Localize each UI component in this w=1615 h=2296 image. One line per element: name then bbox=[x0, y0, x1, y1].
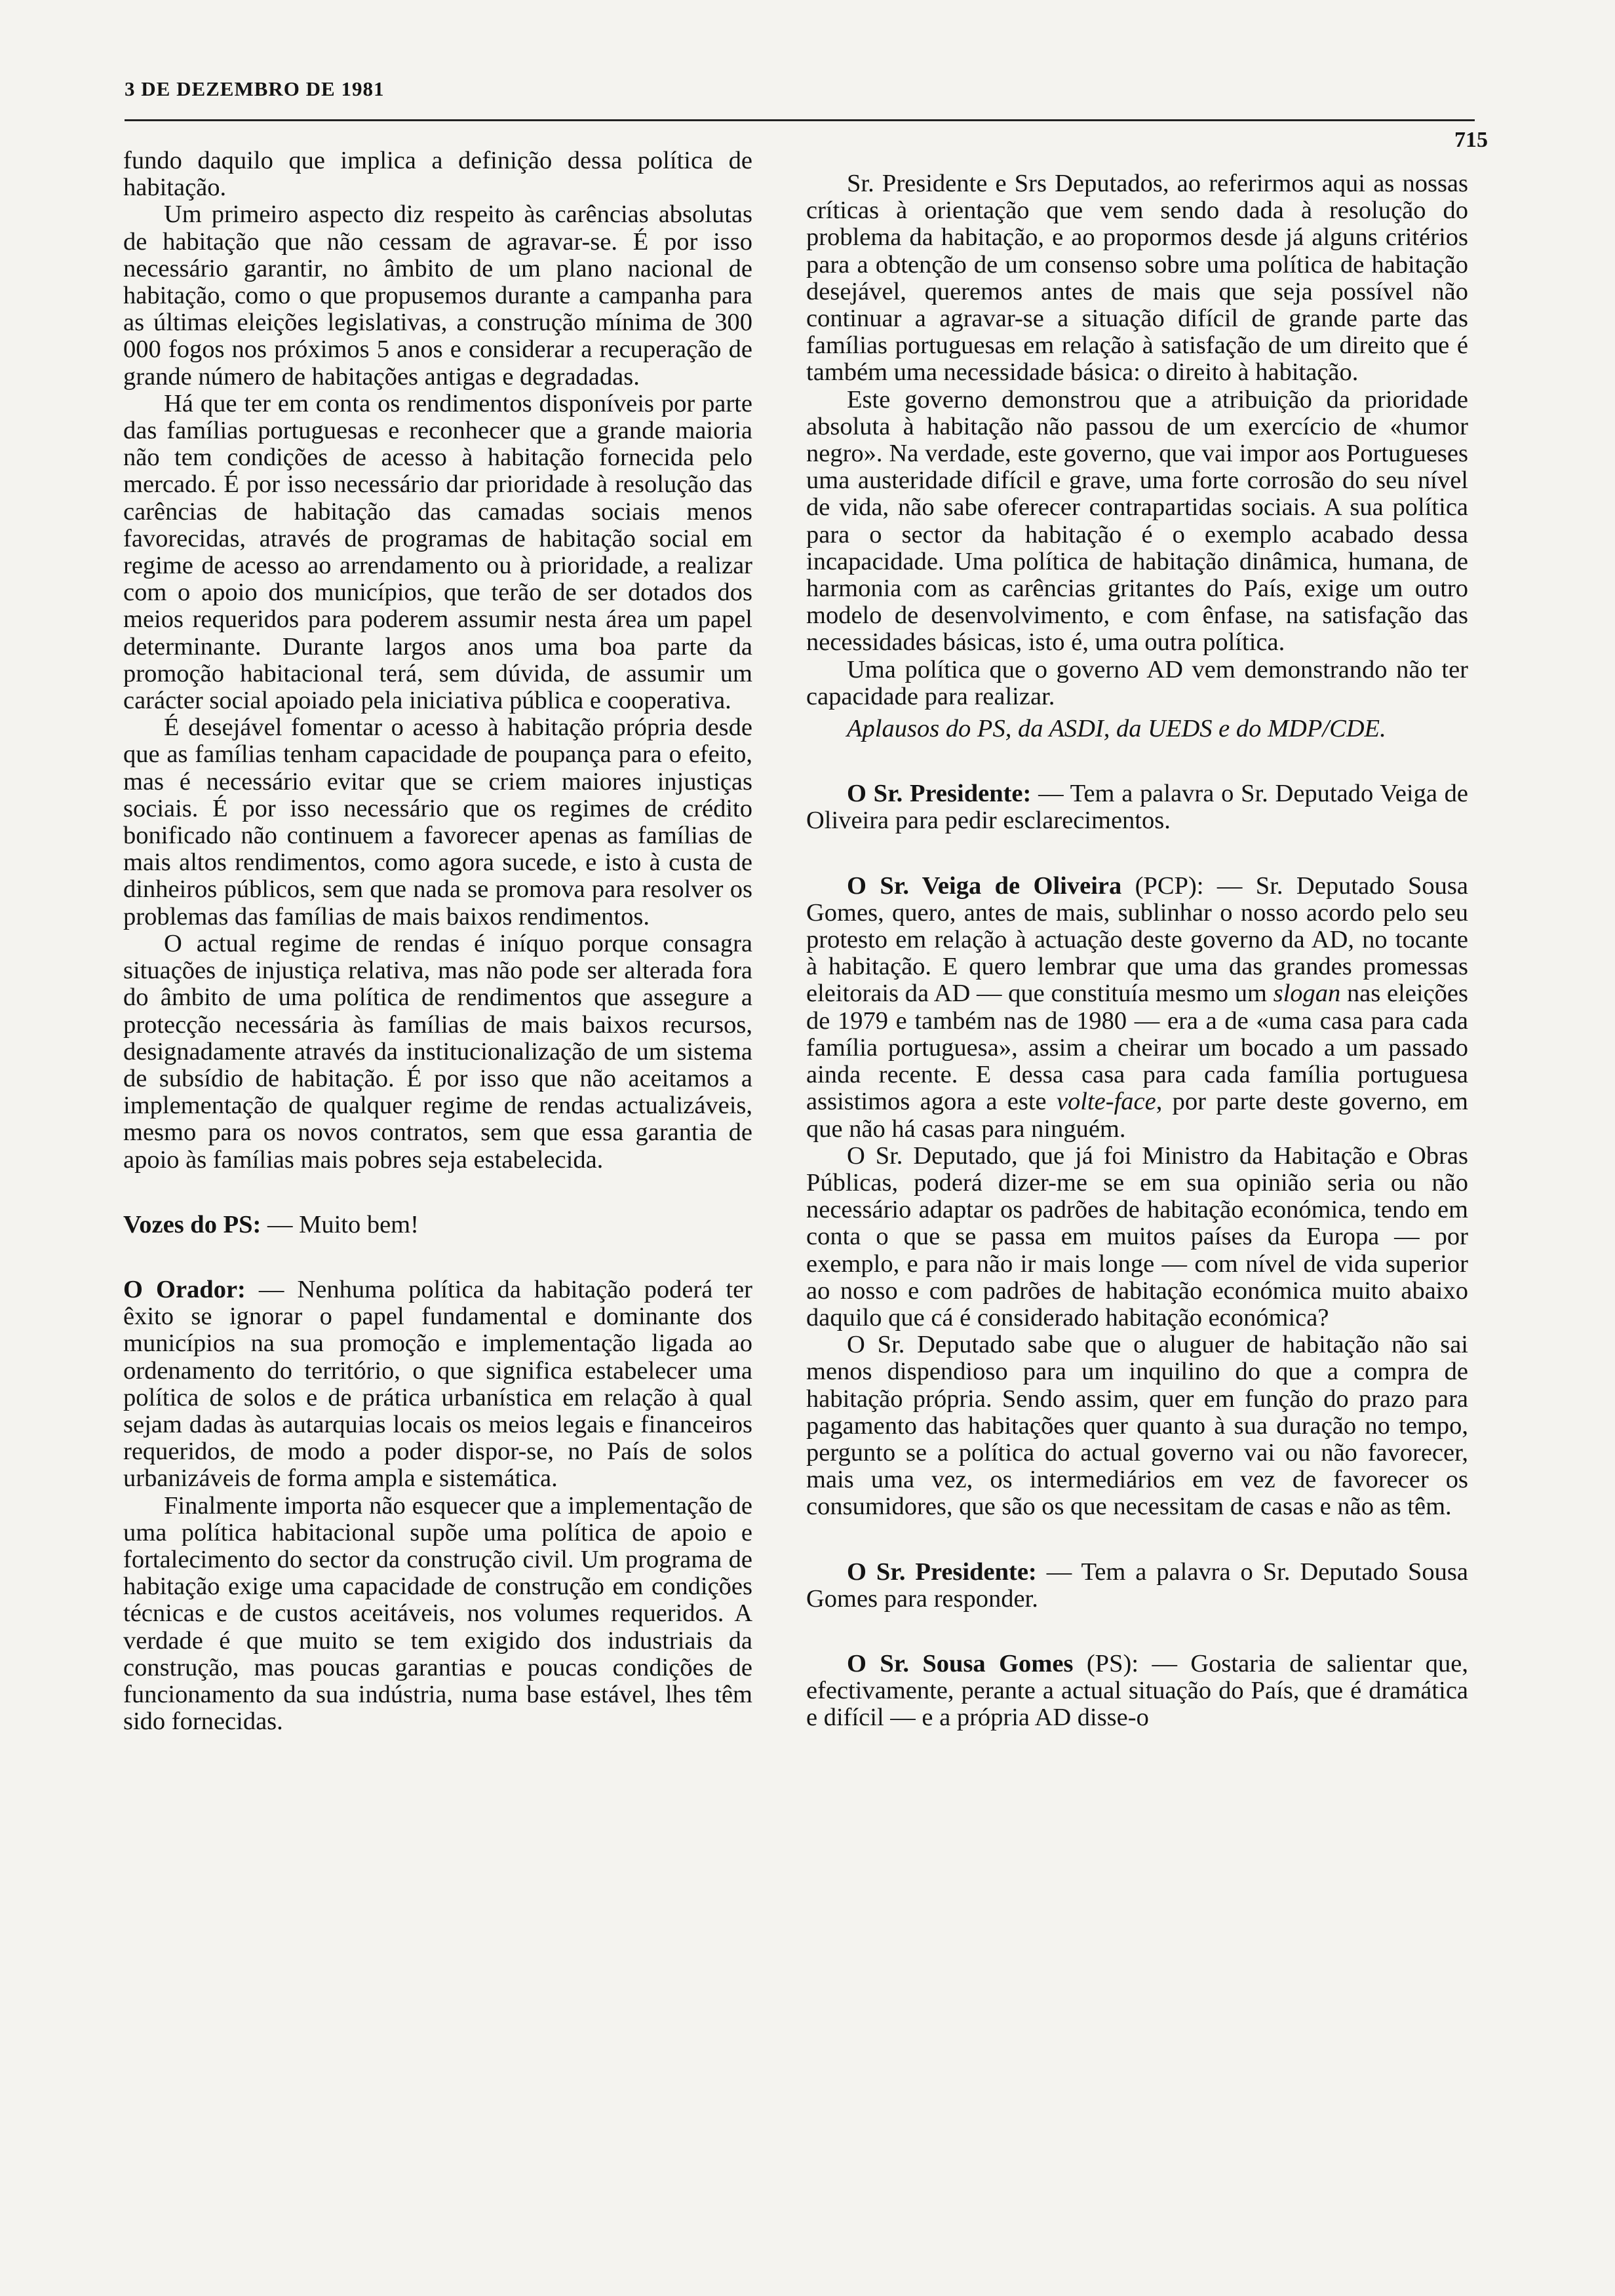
right-column bbox=[806, 170, 1468, 1732]
interjection bbox=[123, 1212, 752, 1238]
speaker-name: O Sr. Presidente: bbox=[847, 780, 1032, 808]
speech-text: — Tem a palavra o Sr. Deputado Veiga de Oliveira para pedir esclarecimentos. bbox=[806, 780, 1469, 835]
page-number: 715 bbox=[1454, 128, 1488, 152]
paragraph: Um primeiro aspecto diz respeito às carências absolutas de habitação que não cessam de agravar-se. É por isso necessário garantir, no âmbito de um plano nacional de habitação, como o que propusemos durante a campanha para as últimas eleições legislativas, a construção mínima de 300 000 fogos nos próximos 5 anos e considerar a recuperação de grande número de habitações antigas e degradadas. bbox=[123, 201, 752, 391]
speech-text: — Muito bem! bbox=[261, 1210, 419, 1238]
paragraph: fundo daquilo que implica a definição dessa política de habitação. bbox=[123, 147, 752, 202]
paragraph: Finalmente importa não esquecer que a implementação de uma política habitacional supõe uma política de apoio e fortalecimento do sector da construção civil. Um programa de habitação exige uma capacidade de construção em condições técnicas e de custos aceitáveis, nos volumes requeridos. A verdade é que muito se tem exigido dos industriais da construção, mas poucas garantias e poucas condições de funcionamento da sua indústria, numa base estável, lhes têm sido fornecidas. bbox=[123, 1491, 752, 1736]
page-header bbox=[125, 72, 1488, 152]
paragraph: Este governo demonstrou que a atribuição da prioridade absoluta à habitação não passou de um exercício de «humor negro». Na verdade, este governo, que vai impor aos Portugueses uma austeridade difícil e grave, uma forte corrosão do seu nível de vida, não sabe oferecer contrapartidas sociais. A sua política para o sector da habitação é o exemplo acabado dessa incapacidade. Uma política de habitação dinâmica, humana, de harmonia com as carências gritantes do País, exige um outro modelo de desenvolvimento, e com ênfase, na satisfação das necessidades básicas, isto é, uma outra política. bbox=[806, 385, 1468, 657]
speech-text: — Gostaria de salientar que, efectivamente, perante a actual situação do País, que é dramática e difícil — e a própria AD disse-o bbox=[806, 1649, 1468, 1732]
speech-text: — Tem a palavra o Sr. Deputado Sousa Gomes para responder. bbox=[806, 1558, 1468, 1613]
speech bbox=[806, 1559, 1468, 1613]
speaker-name: O Orador: bbox=[123, 1275, 246, 1303]
paragraph: É desejável fomentar o acesso à habitação própria desde que as famílias tenham capacidade de poupança para o efeito, mas é necessário evitar que se criem maiores injustiças sociais. É por isso necessário que os regimes de crédito bonificado não continuem a favorecer apenas as famílias de mais altos rendimentos, como agora sucede, e isto à custa de dinheiros públicos, sem que nada se promova para resolver os problemas das famílias de mais baixos rendimentos. bbox=[123, 714, 752, 930]
speaker-name: O Sr. Veiga de Oliveira bbox=[847, 871, 1122, 900]
speaker-name: Vozes do PS: bbox=[123, 1210, 262, 1238]
speaker-name: O Sr. Sousa Gomes bbox=[847, 1649, 1074, 1677]
paragraph: O Sr. Deputado, que já foi Ministro da Habitação e Obras Públicas, poderá dizer-me se em sua opinião seria ou não necessário adaptar os padrões de habitação económica, tendo em conta o que se passa em muitos países da Europa — por exemplo, e para não ir mais longe — com nível de vida superior ao nosso e com padrões de habitação económica muito abaixo daquilo que cá é considerado habitação económica? bbox=[806, 1141, 1468, 1331]
emphasis-text: slogan bbox=[1273, 980, 1341, 1008]
speech bbox=[123, 1276, 752, 1493]
header-date: 3 DE DEZEMBRO DE 1981 bbox=[125, 77, 385, 100]
speech-text: — Nenhuma política da habitação poderá ter êxito se ignorar o papel fundamental e dominante dos municípios na sua promoção e implementação ligada ao ordenamento do território, o que significa estabelecer uma política de solos e de prática urbanística em relação à qual sejam dadas às autarquias locais os meios legais e financeiros requeridos, de modo a poder dispor-se, no País de solos urbanizáveis de forma ampla e sistemática. bbox=[123, 1275, 752, 1493]
header-rule bbox=[125, 119, 1475, 121]
paragraph: O Sr. Deputado sabe que o aluguer de habitação não sai menos dispendioso para um inquilino do que a compra de habitação própria. Sendo assim, quer em função do prazo para pagamento das habitações quer quanto à sua duração no tempo, pergunto se a política do actual governo vai ou não favorecer, mais uma vez, os intermediários em vez de favorecer os consumidores, que são os que necessitam de casas e não as têm. bbox=[806, 1331, 1468, 1521]
speaker-party: (PS): bbox=[1073, 1649, 1139, 1677]
applause-note: Aplausos do PS, da ASDI, da UEDS e do MDP/CDE. bbox=[847, 715, 1386, 743]
left-column bbox=[123, 147, 752, 1735]
emphasis-text: volte-face bbox=[1056, 1088, 1156, 1116]
speech-text: nas eleições de 1979 e também nas de 1980 — era a de «uma casa para cada família portuguesa», assim a cheirar um bocado a um passado ainda recente. E dessa casa para cada família portuguesa assistimos agora a este bbox=[806, 980, 1468, 1116]
paragraph: Há que ter em conta os rendimentos disponíveis por parte das famílias portuguesas e reconhecer que a grande maioria não tem condições de acesso à habitação fornecida pelo mercado. É por isso necessário dar prioridade à resolução das carências de habitação das camadas sociais menos favorecidas, através de programas de habitação social em regime de acesso ao arrendamento ou à prioridade, a realizar com o apoio dos municípios, que terão de ser dotados dos meios requeridos para poderem assumir nesta área um papel determinante. Durante largos anos uma boa parte da promoção habitacional terá, sem dúvida, de assumir um carácter social apoiado pela iniciativa pública e cooperativa. bbox=[123, 389, 752, 715]
speaker-name: O Sr. Presidente: bbox=[847, 1558, 1037, 1586]
paragraph: O actual regime de rendas é iníquo porque consagra situações de injustiça relativa, mas não pode ser alterada fora do âmbito de uma política de rendimentos que assegure a protecção necessária às famílias de mais baixos recursos, designadamente através da institucionalização de um sistema de subsídio de habitação. É por isso que não aceitamos a implementação de qualquer regime de rendas actualizáveis, mesmo para os novos contratos, sem que essa garantia de apoio às famílias mais pobres seja estabelecida. bbox=[123, 929, 752, 1174]
speech bbox=[806, 873, 1468, 1143]
speech-text: — Sr. Deputado Sousa Gomes, quero, antes de mais, sublinhar o nosso acordo pelo seu protesto em relação à actuação deste governo da AD, no tocante à habitação. E quero lembrar que uma das grandes promessas eleitorais da AD — que constituía mesmo um bbox=[806, 871, 1468, 1008]
speaker-party: (PCP): bbox=[1121, 871, 1204, 900]
speech-text: , por parte deste governo, em que não há casas para ninguém. bbox=[806, 1088, 1468, 1143]
speech bbox=[806, 1651, 1468, 1732]
paragraph: Sr. Presidente e Srs Deputados, ao referirmos aqui as nossas críticas à orientação que vem sendo dada à resolução do problema da habitação, e ao propormos desde já alguns critérios para a obtenção de um consenso sobre uma política de habitação desejável, queremos antes de mais que seja possível não continuar a agravar-se a situação difícil de grande parte das famílias portuguesas em relação à satisfação de um direito que é também uma necessidade básica: o direito à habitação. bbox=[806, 170, 1468, 387]
speech bbox=[806, 780, 1468, 834]
paragraph: Uma política que o governo AD vem demonstrando não ter capacidade para realizar. bbox=[806, 655, 1468, 710]
